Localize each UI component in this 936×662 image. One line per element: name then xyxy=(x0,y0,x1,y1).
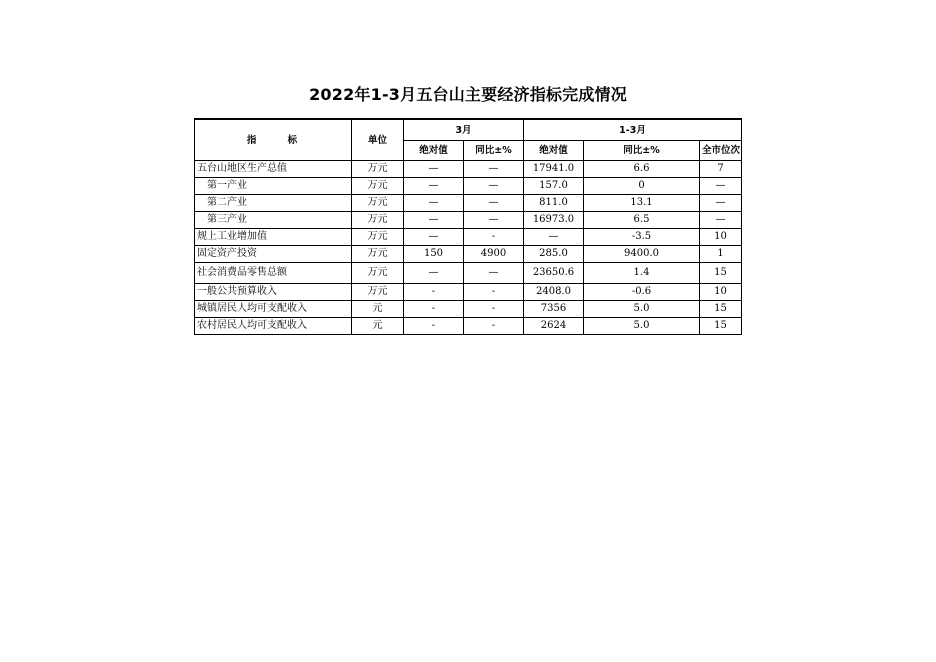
cell-march-absolute: - xyxy=(404,284,464,301)
header-march-absolute: 绝对值 xyxy=(404,141,464,161)
cell-march-yoy: - xyxy=(464,284,524,301)
cell-march-yoy: — xyxy=(464,195,524,212)
cell-q1-absolute: 2624 xyxy=(524,318,584,335)
cell-indicator-name: 第一产业 xyxy=(195,178,352,195)
cell-march-absolute: — xyxy=(404,229,464,246)
cell-indicator-name: 第三产业 xyxy=(195,212,352,229)
cell-march-yoy: 4900 xyxy=(464,246,524,263)
cell-q1-absolute: 7356 xyxy=(524,301,584,318)
cell-city-rank: 15 xyxy=(700,263,742,284)
table-header xyxy=(195,119,742,161)
cell-q1-absolute: — xyxy=(524,229,584,246)
cell-city-rank: 7 xyxy=(700,161,742,178)
cell-q1-absolute: 17941.0 xyxy=(524,161,584,178)
cell-march-yoy: - xyxy=(464,229,524,246)
cell-march-yoy: — xyxy=(464,178,524,195)
cell-q1-absolute: 157.0 xyxy=(524,178,584,195)
cell-march-yoy: — xyxy=(464,161,524,178)
cell-indicator-name: 农村居民人均可支配收入 xyxy=(195,318,352,335)
cell-unit: 万元 xyxy=(352,178,404,195)
cell-q1-absolute: 285.0 xyxy=(524,246,584,263)
cell-march-absolute: — xyxy=(404,212,464,229)
cell-q1-yoy: 13.1 xyxy=(584,195,700,212)
cell-march-absolute: — xyxy=(404,161,464,178)
cell-indicator-name: 固定资产投资 xyxy=(195,246,352,263)
table-row xyxy=(195,212,742,229)
header-q1-yoy: 同比±% xyxy=(584,141,700,161)
cell-indicator-name: 第二产业 xyxy=(195,195,352,212)
header-q1-absolute: 绝对值 xyxy=(524,141,584,161)
header-group-march: 3月 xyxy=(404,119,524,141)
table-row xyxy=(195,161,742,178)
cell-unit: 万元 xyxy=(352,195,404,212)
cell-city-rank: — xyxy=(700,212,742,229)
cell-march-absolute: — xyxy=(404,195,464,212)
cell-q1-absolute: 23650.6 xyxy=(524,263,584,284)
table-row xyxy=(195,246,742,263)
cell-indicator-name: 五台山地区生产总值 xyxy=(195,161,352,178)
table-body xyxy=(195,161,742,335)
cell-march-yoy: - xyxy=(464,301,524,318)
cell-march-absolute: 150 xyxy=(404,246,464,263)
cell-unit: 元 xyxy=(352,301,404,318)
header-indicator: 指 标 xyxy=(195,119,352,161)
cell-indicator-name: 一般公共预算收入 xyxy=(195,284,352,301)
page-title: 2022年1-3月五台山主要经济指标完成情况 xyxy=(309,85,627,104)
table-row xyxy=(195,284,742,301)
cell-unit: 万元 xyxy=(352,212,404,229)
cell-unit: 万元 xyxy=(352,284,404,301)
cell-indicator-name: 规上工业增加值 xyxy=(195,229,352,246)
cell-q1-absolute: 2408.0 xyxy=(524,284,584,301)
cell-march-absolute: — xyxy=(404,178,464,195)
cell-q1-yoy: 5.0 xyxy=(584,301,700,318)
cell-march-yoy: — xyxy=(464,212,524,229)
cell-march-absolute: — xyxy=(404,263,464,284)
table-row xyxy=(195,195,742,212)
table-row xyxy=(195,301,742,318)
cell-march-absolute: - xyxy=(404,301,464,318)
cell-city-rank: 10 xyxy=(700,229,742,246)
cell-q1-yoy: 0 xyxy=(584,178,700,195)
indicator-table xyxy=(194,118,742,335)
header-city-rank: 全市位次 xyxy=(700,141,742,161)
cell-q1-yoy: 5.0 xyxy=(584,318,700,335)
cell-q1-absolute: 811.0 xyxy=(524,195,584,212)
cell-city-rank: 15 xyxy=(700,301,742,318)
cell-q1-yoy: 6.5 xyxy=(584,212,700,229)
cell-unit: 元 xyxy=(352,318,404,335)
cell-city-rank: 15 xyxy=(700,318,742,335)
cell-march-yoy: — xyxy=(464,263,524,284)
cell-indicator-name: 社会消费品零售总额 xyxy=(195,263,352,284)
cell-unit: 万元 xyxy=(352,263,404,284)
cell-march-absolute: - xyxy=(404,318,464,335)
table-row xyxy=(195,263,742,284)
cell-unit: 万元 xyxy=(352,246,404,263)
table-row xyxy=(195,178,742,195)
cell-q1-yoy: 1.4 xyxy=(584,263,700,284)
header-unit: 单位 xyxy=(352,119,404,161)
cell-city-rank: 10 xyxy=(700,284,742,301)
cell-q1-yoy: -0.6 xyxy=(584,284,700,301)
cell-q1-absolute: 16973.0 xyxy=(524,212,584,229)
table-row xyxy=(195,318,742,335)
cell-city-rank: — xyxy=(700,178,742,195)
cell-q1-yoy: 9400.0 xyxy=(584,246,700,263)
cell-q1-yoy: 6.6 xyxy=(584,161,700,178)
header-group-q1: 1-3月 xyxy=(524,119,742,141)
cell-march-yoy: - xyxy=(464,318,524,335)
cell-city-rank: 1 xyxy=(700,246,742,263)
header-march-yoy: 同比±% xyxy=(464,141,524,161)
cell-unit: 万元 xyxy=(352,229,404,246)
cell-unit: 万元 xyxy=(352,161,404,178)
cell-q1-yoy: -3.5 xyxy=(584,229,700,246)
table-row xyxy=(195,229,742,246)
cell-city-rank: — xyxy=(700,195,742,212)
cell-indicator-name: 城镇居民人均可支配收入 xyxy=(195,301,352,318)
